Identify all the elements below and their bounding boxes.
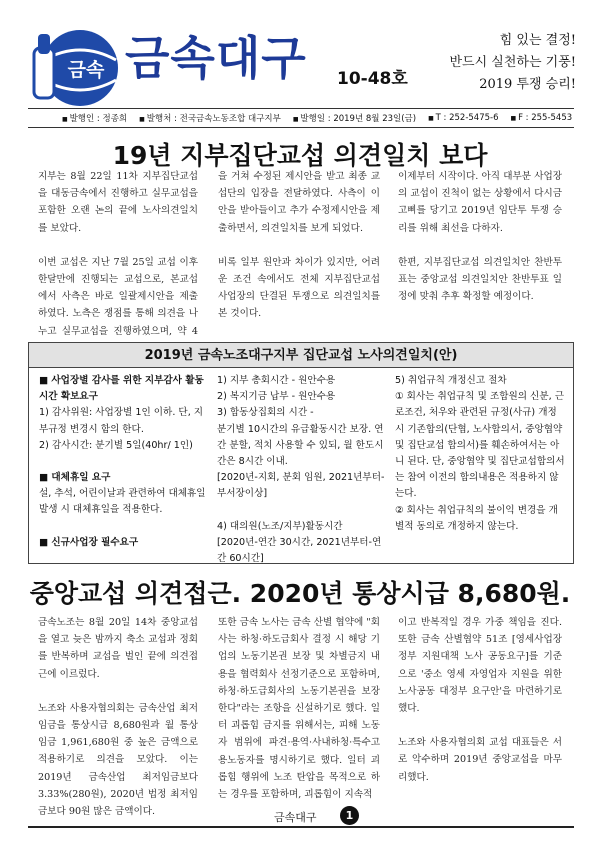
agreement-heading: ■ 대체휴일 요구: [39, 472, 111, 484]
spacer: [217, 503, 385, 519]
paragraph: 이번 교섭은 지난 7월 25일 교섭 이후 한달만에 진행되는 교섭으로, 본교섭에서 사측은 바로 일괄제시안을 제출하였다. 노측은 쟁점를 통해 의견을 나누고 실무교섭을 진행하였으며, 약 4: [38, 256, 198, 337]
article2-column-2: [218, 614, 380, 803]
publish-date: ■ 발행일 : 2019년 8월 23일(금): [293, 112, 416, 124]
logo-text: 금속: [67, 59, 105, 81]
page-footer: [28, 806, 574, 828]
phone-number: ■ T : 252-5475-6: [428, 113, 498, 123]
agreement-heading: ■ 신규사업장 필수요구: [39, 536, 139, 548]
agreement-item: ② 회사는 취업규칙의 불이익 변경을 개별적 동의로 개정하지 않는다.: [395, 504, 558, 532]
agreement-item: 2) 감사시간: 분기별 5일(40hr/ 1인): [39, 439, 193, 451]
slogan-line: 반드시 실천하는 기풍!: [449, 55, 576, 70]
paragraph: 지부는 8월 22일 11차 지부집단교섭을 대동금속에서 진행하고 실무교섭을 포함한 오랜 논의 끝에 노사의견일치를 보았다.: [38, 171, 198, 234]
footer-label: 금속대구: [274, 811, 317, 824]
spacer: [39, 519, 207, 535]
article1-column-1: [38, 168, 198, 357]
paragraph: 을 거쳐 수정된 제시안을 받고 최종 교섭단의 입장을 전달하였다. 사측이 이 안을 받아들이고 추가 수정제시안을 제출하면서, 의견일치를 보게 되었다.: [218, 171, 380, 234]
newsletter-title: 금속대구: [125, 31, 307, 85]
article1-column-2: [218, 168, 380, 323]
agreement-heading: ■ 사업장별 감사를 위한 지부감사 활동시간 확보요구: [39, 375, 204, 403]
agreement-item: 1) 감사위원: 사업장별 1인 이하. 단, 지부규정 변경시 함의 한다.: [39, 407, 204, 435]
agreement-item: [2020년-지회, 분회 임원, 2021년부터-부서장이상]: [217, 472, 385, 500]
paragraph: 한편, 지부집단교섭 의견일치안 찬반투표는 중앙교섭 의견일치안 찬반투표 일정에 맞춰 추후 확정할 예정이다.: [398, 256, 562, 303]
article1-headline: 19년 지부집단교섭 의견일치 보다: [112, 141, 488, 170]
slogans: [449, 30, 576, 96]
article2-headline: 중앙교섭 의견접근. 2020년 통상시급 8,680원.: [29, 579, 571, 608]
issue-number: 10-48호: [337, 69, 408, 89]
agreement-column-3: [395, 373, 565, 535]
paragraph: 이제부터 시작이다. 아직 대부분 사업장의 교섭이 진척이 없는 상황에서 다시금 고삐를 당기고 2019년 임단투 투쟁 승리를 위해 최선을 다하자.: [398, 171, 562, 234]
paragraph: 이고 반복적일 경우 가중 책임을 진다. 또한 금속 산별협약 51조 [영세사업장 정부 지원대책 노사 공동요구]를 기준으로 '중소 영세 자영업자 지원을 위한 노사공동 대정부 요구안'을 마련하기로 했다.: [398, 617, 562, 715]
union-logo: [30, 20, 122, 112]
agreement-box: [28, 342, 574, 564]
agreement-item: 설, 추석, 어린이날과 관련하여 대체휴일 발생 시 대체휴일을 적용한다.: [39, 488, 206, 516]
paragraph: 노조와 사용자협의회는 금속산업 최저임금을 통상시급 8,680원과 월 통상임금 1,961,680원 중 높은 금액으로 적용하기로 의견을 모았다. 이는 2019년 금속산업 최저임금보다 3.33%(280원), 2020년 법정 최저임금보다 90원 많은 금액이다.: [38, 702, 198, 818]
article1-column-3: [398, 168, 562, 305]
publishing-org: ■ 발행처 : 전국금속노동조합 대구지부: [139, 112, 281, 124]
slogan-line: 힘 있는 결정!: [499, 33, 576, 48]
slogan-line: 2019 투쟁 승리!: [479, 77, 576, 92]
agreement-item: 2) 복지기금 납부 - 원안수용: [217, 391, 336, 403]
agreement-item: 1) 지부 총회시간 - 원안수용: [217, 375, 336, 386]
page-number: 1: [340, 806, 359, 825]
agreement-item: [2020년-연간 30시간, 2021년부터-연간 60시간]: [217, 536, 382, 565]
publication-info-bar: [28, 108, 574, 128]
paragraph: 또한 금속 노사는 금속 산별 협약에 "회사는 하청·하도급회사 결정 시 해당 기업의 노동기본권 보장 및 차별금지 내용을 협력회사 선정기준으로 포함하며, 하청·하도급회사의 노동기본권을 보장한다"라는 조항을 신설하기로 했다. 일터 괴롭힘 금지를 위해서는, 피해 노동자 범위에 파견·용역·사내하청·특수고용노동자를 명시하기로 했다. 일터 괴롭힘 행위에 노조 탄압을 목적으로 하는 경우를 포함하며, 괴롭힘이 지속적: [218, 617, 380, 801]
fax-number: ■ F : 255-5453: [511, 113, 573, 123]
spacer: [39, 454, 207, 470]
agreement-column-2: [217, 373, 385, 567]
paragraph: 노조와 사용자협의회 교섭 대표들은 서로 악수하며 2019년 중앙교섭을 마무리했다.: [398, 737, 562, 783]
article2-column-3: [398, 614, 562, 786]
publisher: ■ 발행인 : 정종희: [62, 112, 127, 124]
agreement-item: ① 회사는 취업규칙 및 조합원의 신분, 근로조건, 처우와 관련된 규정(사규) 개정 시 기존합의(단협, 노사합의서, 중앙협약 및 집단교섭 합의서)를 훼손하여서는 아니 된다. 단, 중앙협약 및 집단교섭합의서는 참여 이전의 합의내용은 적용하지 않는다.: [395, 391, 565, 500]
paragraph: 비록 일부 원안과 차이가 있지만, 어려운 조건 속에서도 전체 지부집단교섭 사업장의 단결된 투쟁으로 의견일치를 본 것이다.: [218, 256, 380, 320]
paragraph: 금속노조는 8월 20일 14차 중앙교섭을 열고 늦은 밤까지 축소 교섭과 정회를 반복하며 교섭을 벌인 끝에 의견접근에 이르렀다.: [38, 617, 198, 680]
agreement-item: 4) 대의원(노조/지부)활동시간: [217, 520, 343, 532]
agreement-item: 3) 합동상집회의 시간 -: [217, 407, 314, 419]
agreement-box-title: 2019년 금속노조대구지부 집단교섭 노사의견일치(안): [29, 343, 573, 368]
article2-column-1: [38, 614, 198, 820]
agreement-item: 분기별 10시간의 유급활동시간 보장. 연간 분할, 적치 사용할 수 있되, 월 한도시간은 8시간 이내.: [217, 423, 384, 468]
agreement-column-1: [39, 373, 207, 551]
agreement-item: 5) 취업규칙 개정신고 절차: [395, 375, 507, 386]
